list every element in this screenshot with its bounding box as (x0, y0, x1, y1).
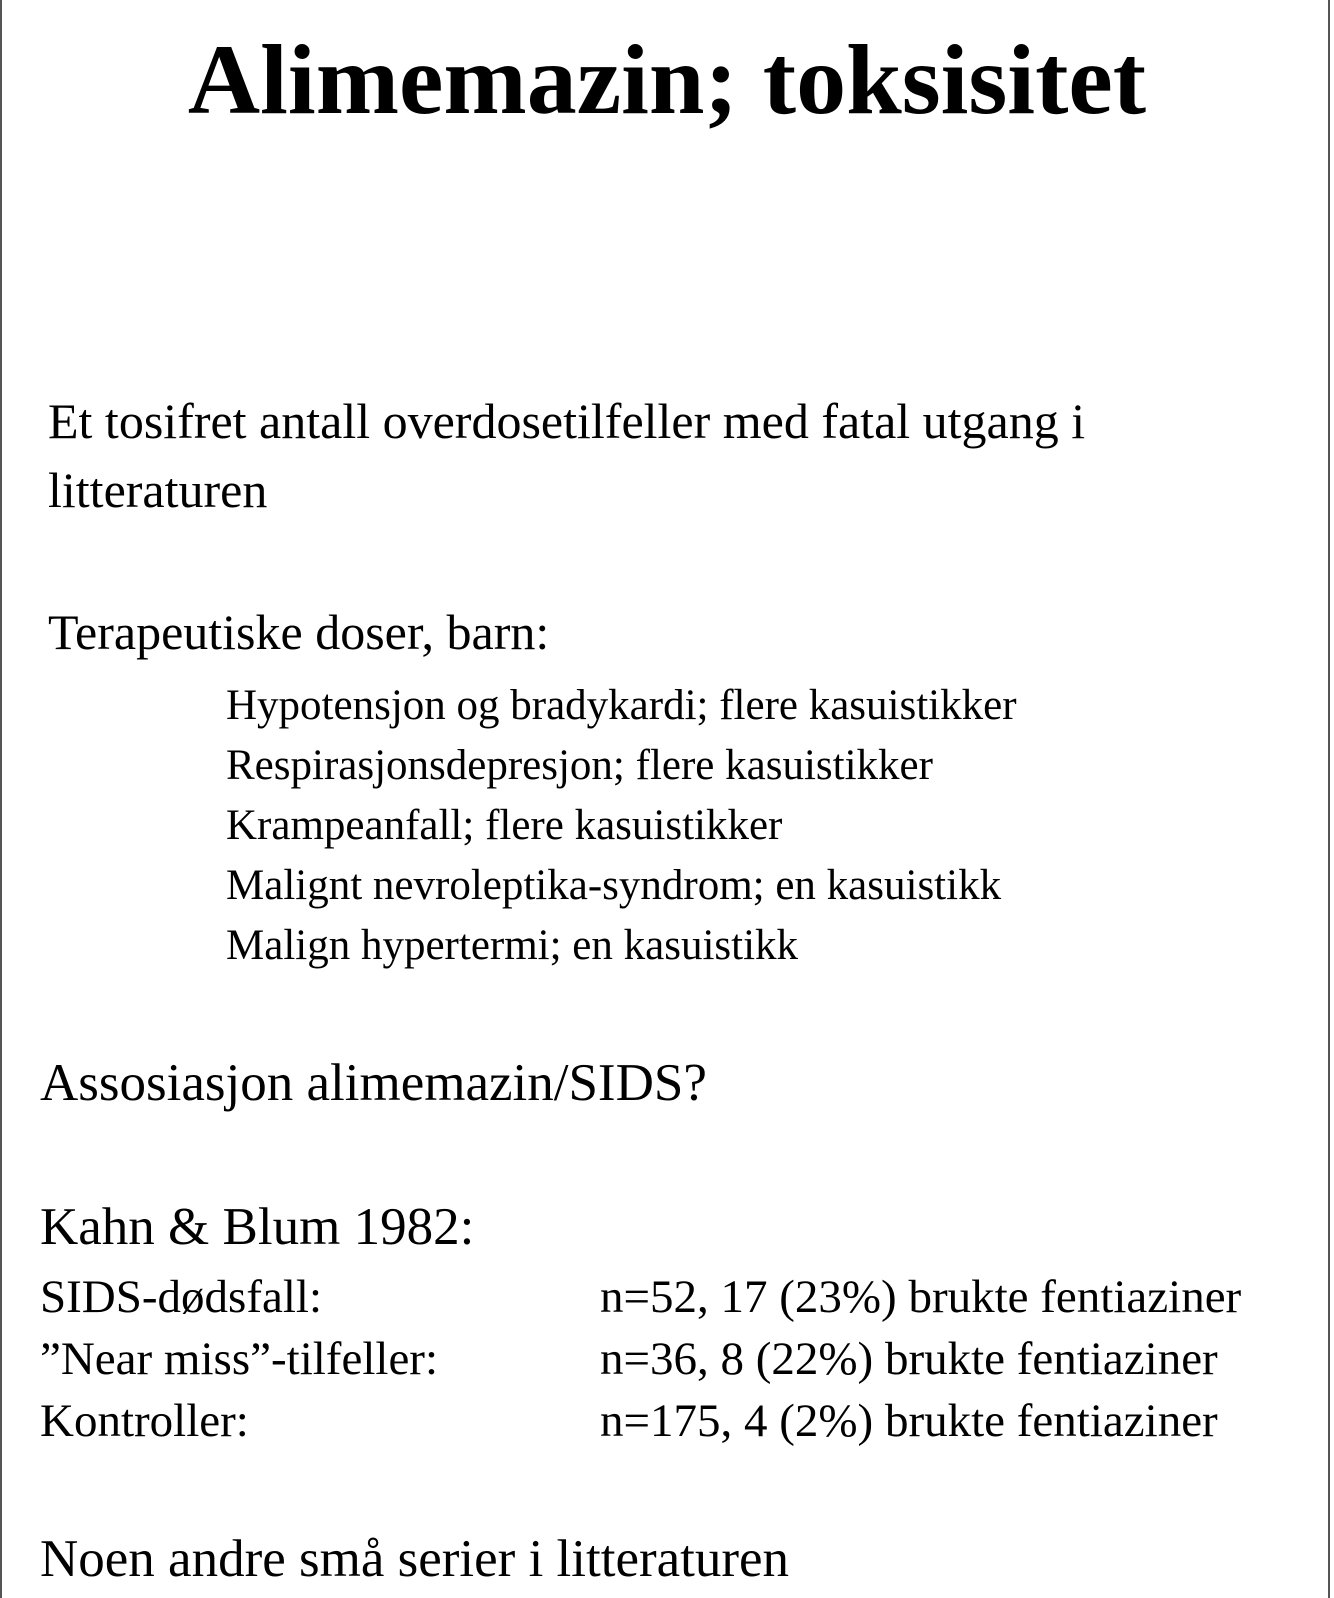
group-result: n=52, 17 (23%) brukte fentiaziner (600, 1271, 1242, 1323)
study-heading: Kahn & Blum 1982: (40, 1198, 475, 1256)
table-row (40, 1274, 1241, 1336)
group-label: Kontroller: (40, 1395, 249, 1447)
list-item: Malign hypertermi; en kasuistikk (226, 922, 799, 969)
therapeutic-doses-heading: Terapeutiske doser, barn: (48, 604, 550, 660)
list-item: Hypotensjon og bradykardi; flere kasuistikker (226, 682, 1017, 729)
intro-line-1: Et tosifret antall overdosetilfeller med fatal utgang i (48, 393, 1086, 449)
study-results-table (40, 1271, 1242, 1460)
closing-note: Noen andre små serier i litteraturen (40, 1530, 790, 1588)
association-question: Assosiasjon alimemazin/SIDS? (40, 1054, 707, 1112)
slide-title: Alimemazin; toksisitet (187, 24, 1147, 135)
list-item: Malignt nevroleptika-syndrom; en kasuistikk (226, 862, 1002, 909)
table-row (40, 1398, 1241, 1460)
table-row (40, 1336, 1241, 1398)
group-result: n=36, 8 (22%) brukte fentiaziner (600, 1333, 1218, 1385)
group-label: ”Near miss”-tilfeller: (40, 1333, 439, 1385)
group-result: n=175, 4 (2%) brukte fentiaziner (600, 1395, 1218, 1447)
list-item: Respirasjonsdepresjon; flere kasuistikker (226, 742, 933, 789)
group-label: SIDS-dødsfall: (40, 1271, 322, 1323)
list-item: Krampeanfall; flere kasuistikker (226, 802, 783, 849)
therapeutic-effects-list (226, 684, 1017, 984)
intro-line-2: litteraturen (48, 462, 268, 518)
